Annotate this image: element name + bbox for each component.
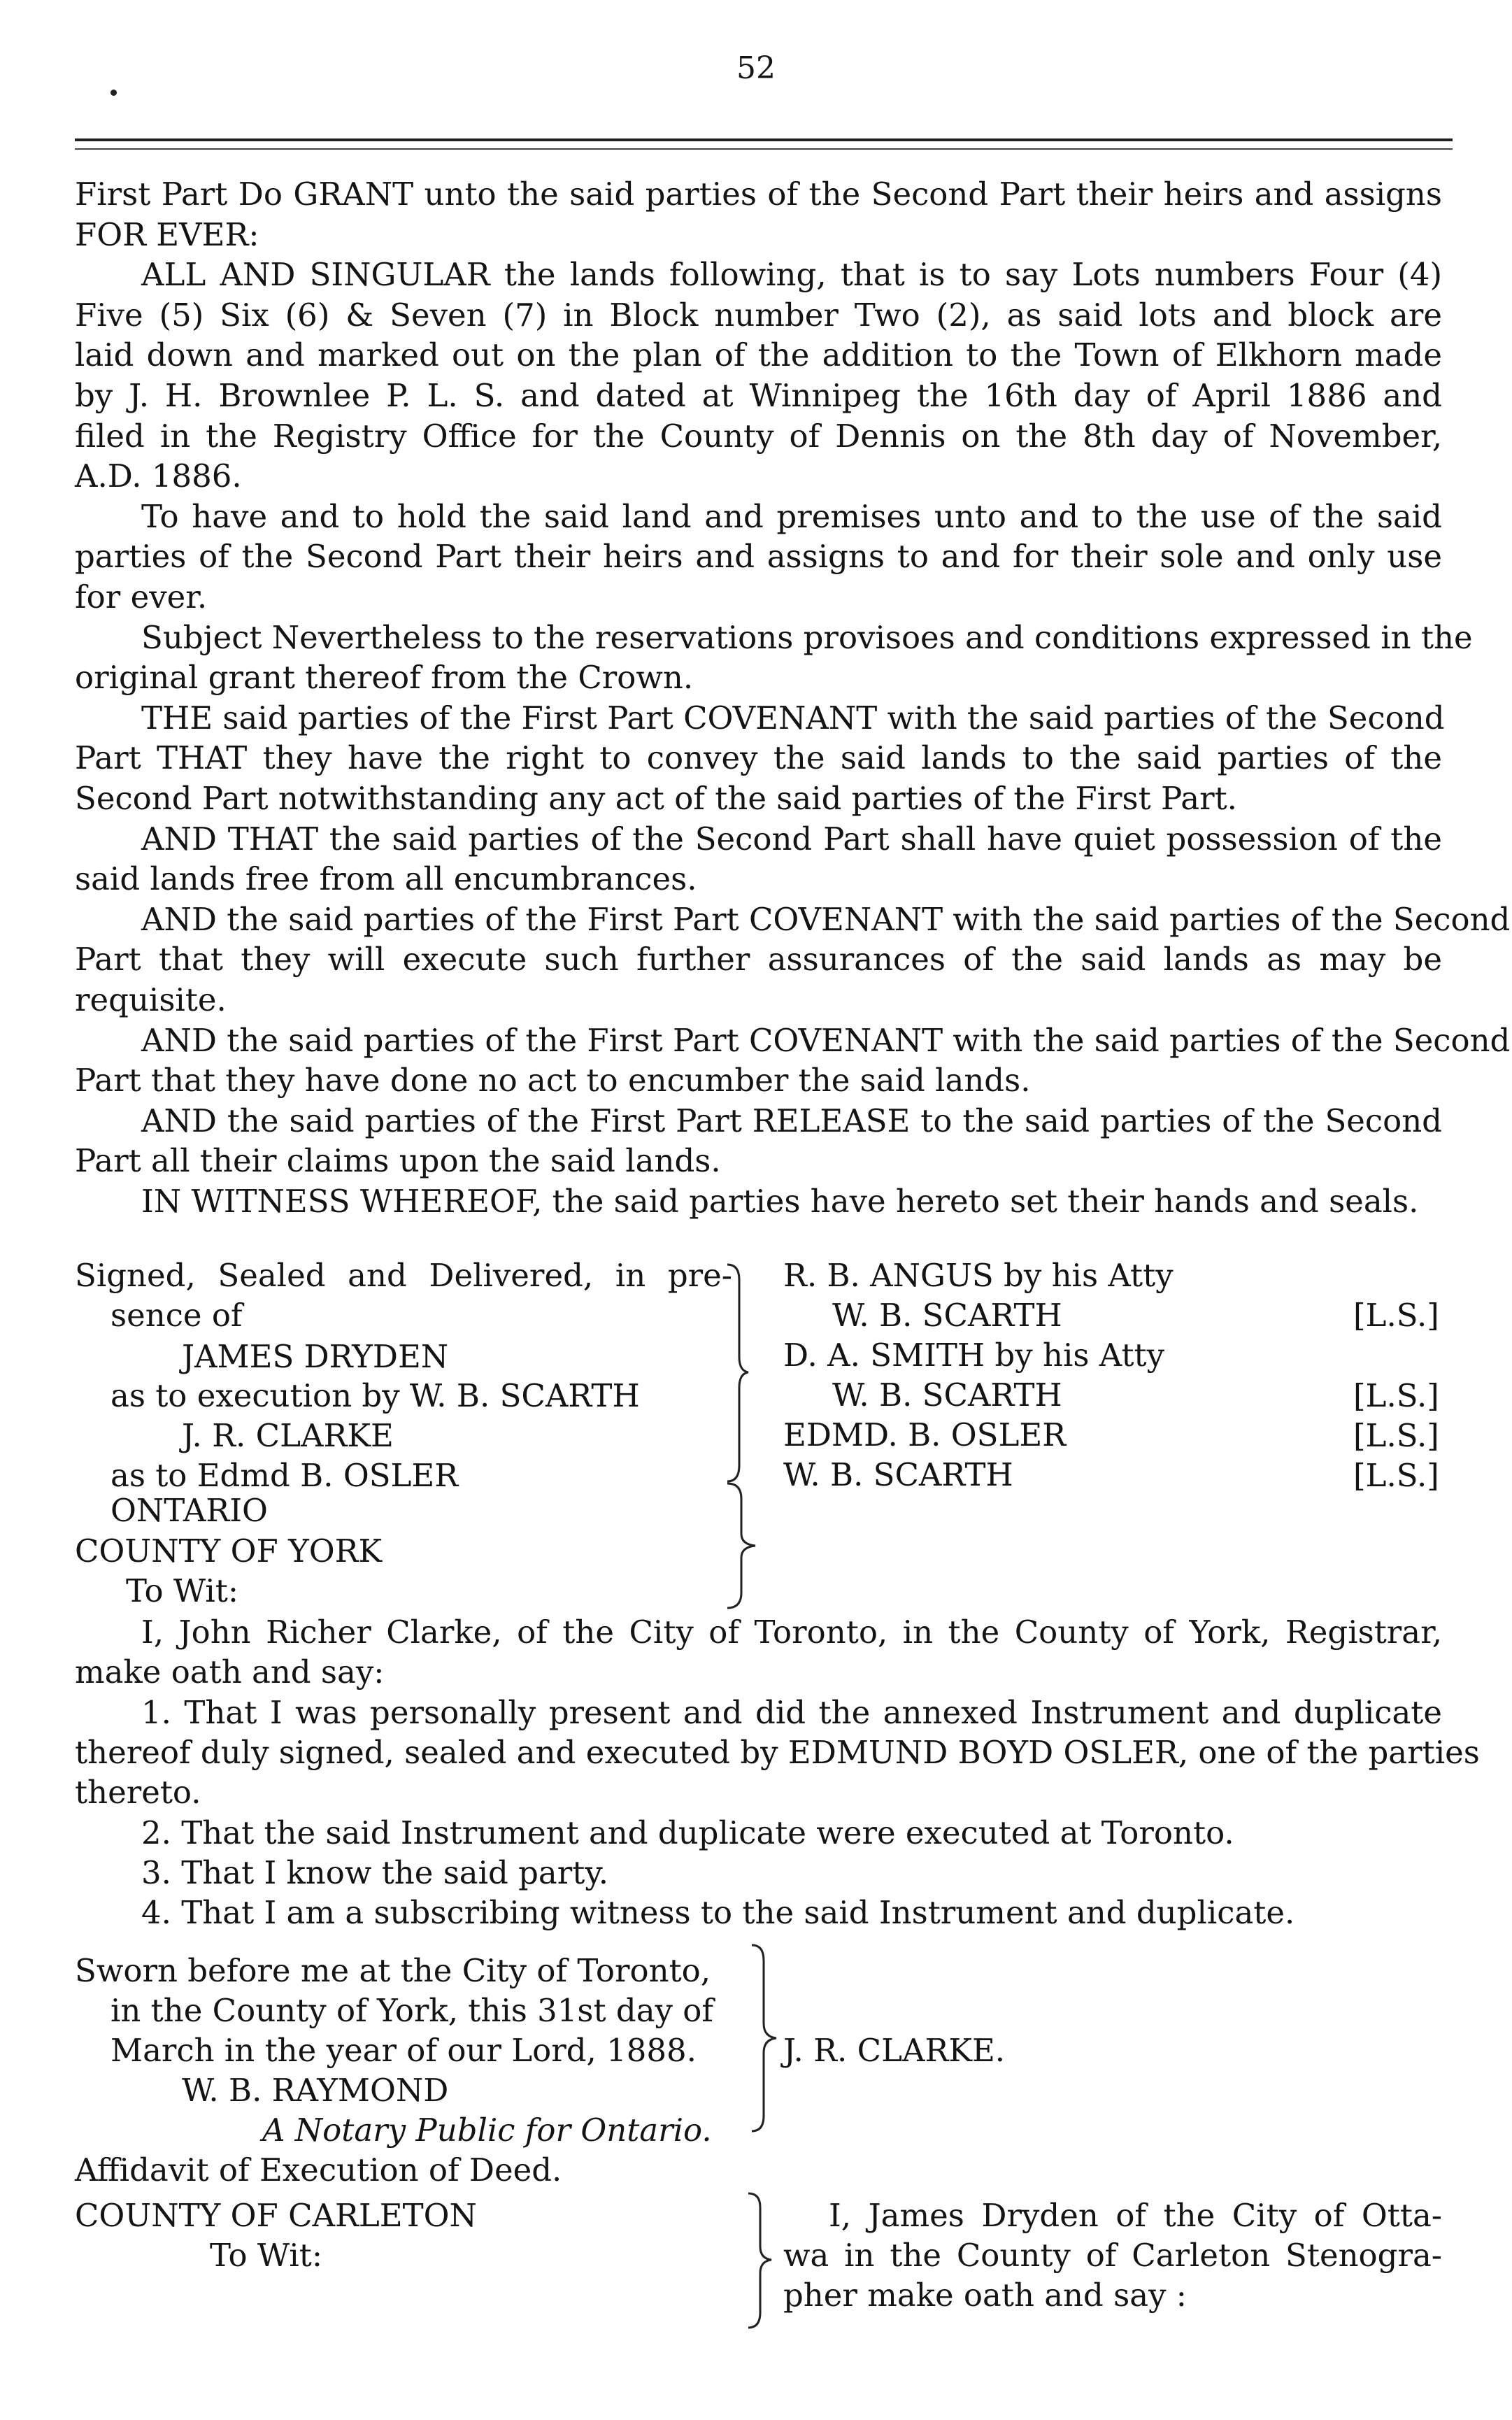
signatory-line: W. B. SCARTH [832,1297,1062,1334]
signatory-line: D. A. SMITH by his Atty [783,1337,1165,1374]
venue-line: To Wit: [126,1572,239,1609]
body-line: A.D. 1886. [75,457,242,495]
body-line: Part THAT they have the right to convey the said lands to the said parties of the [75,739,1442,777]
jurat-line: A Notary Public for Ontario. [262,2112,712,2149]
jurat-line: W. B. RAYMOND [182,2072,449,2109]
venue-line: To Wit: [210,2237,323,2274]
affidavit-line: I, James Dryden of the City of Otta- [829,2197,1442,2234]
affidavit-line: 4. That I am a subscribing witness to the said Instrument and duplicate. [141,1894,1295,1932]
body-line: filed in the Registry Office for the County of Dennis on the 8th day of November, [75,417,1442,455]
seal-mark: [L.S.] [1353,1297,1439,1334]
signature-brace [724,1259,759,1486]
seal-mark: [L.S.] [1353,1377,1439,1414]
witness-line: sence of [110,1297,243,1334]
body-line: AND THAT the said parties of the Second Part shall have quiet possession of the [141,820,1442,857]
body-line: To have and to hold the said land and premises unto and to the use of the said [141,497,1442,535]
body-line: by J. H. Brownlee P. L. S. and dated at Winnipeg the 16th day of April 1886 and [75,377,1442,414]
body-line: ALL AND SINGULAR the lands following, that is to say Lots numbers Four (4) [141,256,1442,294]
witness-line: Signed, Sealed and Delivered, in pre- [75,1257,732,1294]
body-line: IN WITNESS WHEREOF, the said parties have hereto set their hands and seals. [141,1183,1419,1220]
body-line: for ever. [75,578,208,615]
body-line: parties of the Second Part their heirs and assigns to and for their sole and only use [75,538,1442,576]
venue-brace [724,1479,766,1612]
body-line: THE said parties of the First Part COVENANT with the said parties of the Second [141,699,1445,736]
affidavit-line: pher make oath and say : [783,2277,1187,2314]
witness-line: JAMES DRYDEN [182,1338,449,1375]
body-line: said lands free from all encumbrances. [75,860,697,898]
body-line: FOR EVER: [75,215,259,253]
affidavit-title: Affidavit of Execution of Deed. [75,2151,562,2188]
affidavit-line: I, John Richer Clarke, of the City of Toronto, in the County of York, Registrar, [141,1614,1442,1651]
body-line: laid down and marked out on the plan of the addition to the Town of Elkhorn made [75,336,1442,374]
witness-line: as to Edmd B. OSLER [110,1457,459,1494]
affidavit-line: make oath and say: [75,1653,385,1691]
jurat-brace [748,1941,783,2137]
affidavit-line: 3. That I know the said party. [141,1853,609,1891]
venue-line: COUNTY OF YORK [75,1532,383,1570]
body-line: Five (5) Six (6) & Seven (7) in Block number Two (2), as said lots and block are [75,296,1442,334]
affidavit-line: thereto. [75,1774,201,1812]
signatory-line: W. B. SCARTH [783,1456,1013,1493]
body-line: First Part Do GRANT unto the said parties of the Second Part their heirs and assigns [75,176,1442,213]
body-line: AND the said parties of the First Part RELEASE to the said parties of the Second [141,1102,1442,1139]
jurat-line: Sworn before me at the City of Toronto, [75,1952,711,1989]
body-line: requisite. [75,981,227,1018]
signatory-line: EDMD. B. OSLER [783,1416,1067,1453]
witness-line: as to execution by W. B. SCARTH [110,1377,640,1414]
seal-mark: [L.S.] [1353,1457,1439,1494]
body-line: Subject Nevertheless to the reservations provisoes and conditions expressed in the [141,618,1473,656]
venue-line: COUNTY OF CARLETON [75,2197,477,2234]
affidavit-line: 1. That I was personally present and did the annexed Instrument and duplicate [141,1693,1442,1731]
affidavit-line: 2. That the said Instrument and duplicate were executed at Toronto. [141,1814,1234,1851]
seal-mark: [L.S.] [1353,1417,1439,1454]
body-line: AND the said parties of the First Part COVENANT with the said parties of the Second [141,900,1511,938]
jurat-line: March in the year of our Lord, 1888. [110,2032,697,2069]
deponent-name: J. R. CLARKE. [783,2032,1006,2069]
body-line: AND the said parties of the First Part COVENANT with the said parties of the Second [141,1021,1511,1059]
body-line: Part that they have done no act to encumber the said lands. [75,1062,1031,1099]
page-number: 52 [736,50,776,86]
jurat-line: in the County of York, this 31st day of [110,1992,714,2029]
affidavit-line: thereof duly signed, sealed and executed by EDMUND BOYD OSLER, one of the parties [75,1733,1480,1771]
header-rule [75,138,1453,141]
header-rule-thin [75,148,1453,150]
body-line: Part all their claims upon the said lands. [75,1142,721,1180]
affidavit-line: wa in the County of Carleton Stenogra- [783,2237,1442,2274]
venue-line: ONTARIO [110,1492,268,1529]
body-line: original grant thereof from the Crown. [75,659,694,697]
signatory-line: R. B. ANGUS by his Atty [783,1257,1174,1294]
carleton-brace [745,2189,780,2333]
body-line: Part that they will execute such further assurances of the said lands as may be [75,941,1442,978]
witness-line: J. R. CLARKE [182,1417,394,1454]
signatory-line: W. B. SCARTH [832,1376,1062,1414]
header-dot [110,90,117,96]
body-line: Second Part notwithstanding any act of the said parties of the First Part. [75,780,1237,817]
